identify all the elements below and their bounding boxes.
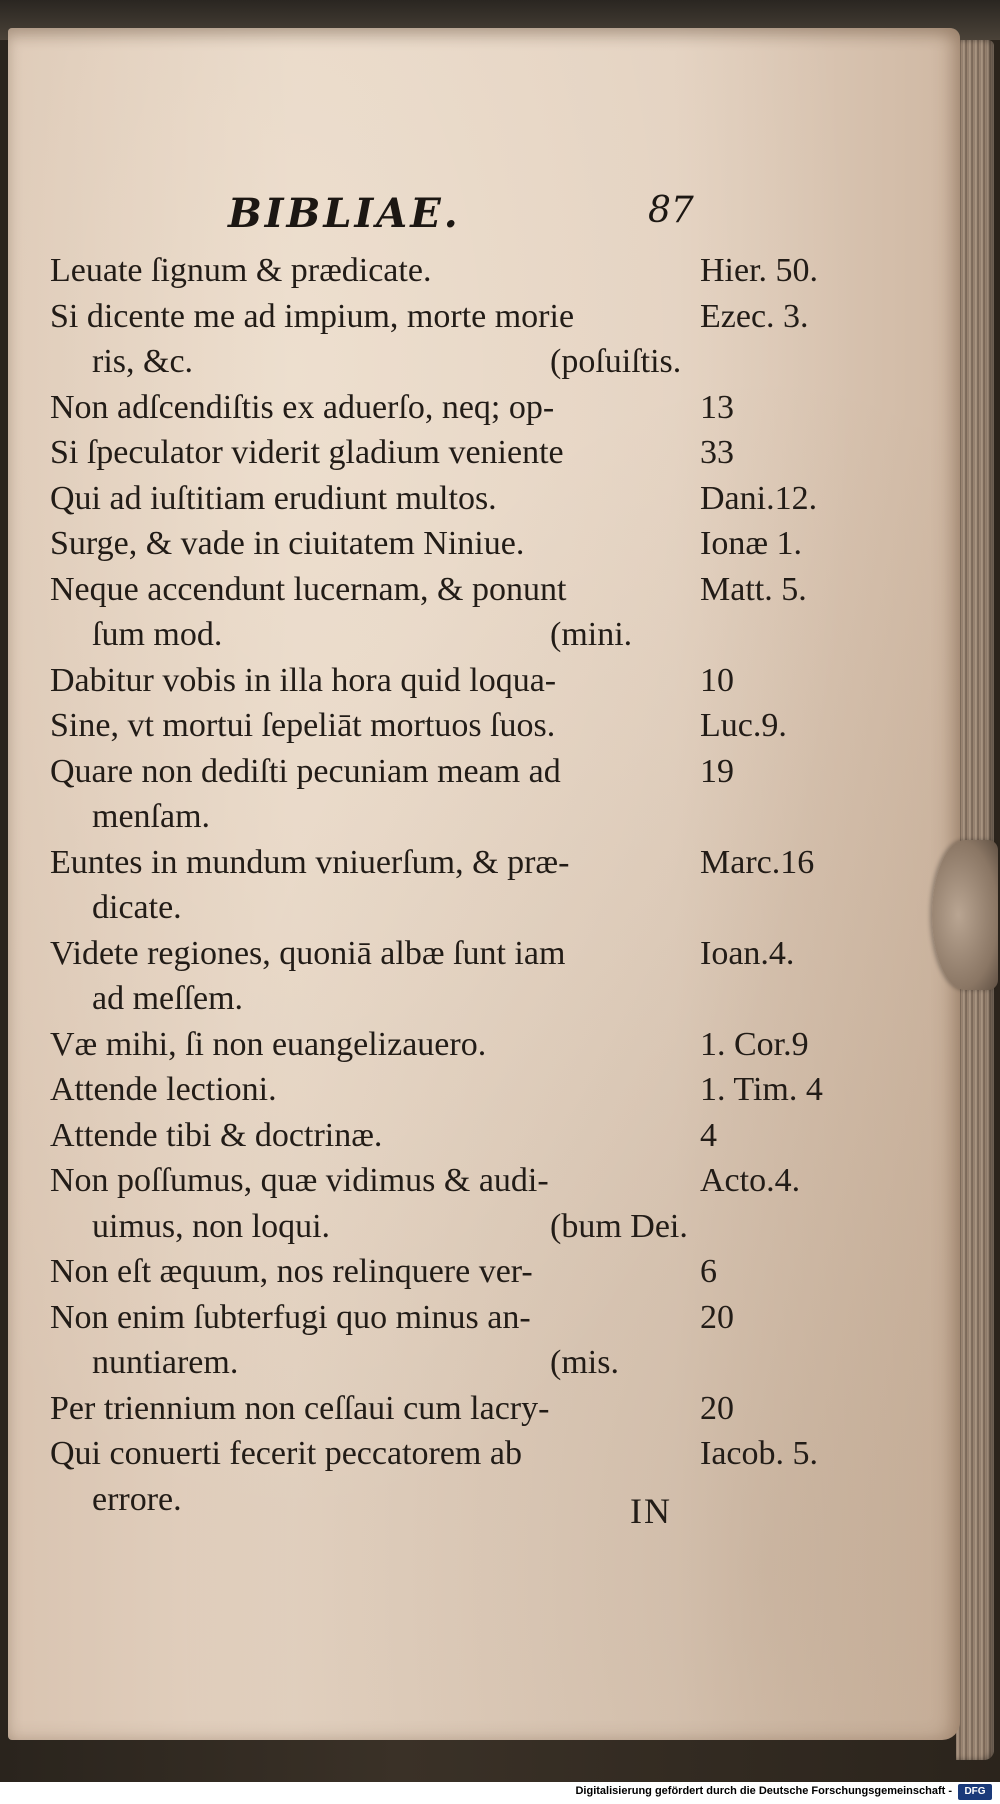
text-line [50,749,870,795]
text-line [50,248,870,294]
line-text: Sine, vt mortui ſepeliāt mortuos ſuos. [50,707,556,744]
text-line [50,1113,870,1159]
scripture-reference: 19 [700,752,734,790]
text-line [50,1431,870,1477]
page-header [228,190,708,242]
text-line [50,1340,870,1386]
scripture-reference: Iacob. 5. [700,1435,819,1472]
line-text: nuntiarem. [92,1344,239,1381]
line-text: Quare non dediſti pecuniam meam ad [50,752,561,790]
line-text: Neque accendunt lucernam, & ponunt [50,570,567,608]
scripture-reference: 33 [700,434,734,471]
dfg-logo: DFG [958,1784,992,1800]
scripture-reference: 20 [700,1389,734,1427]
text-line [50,1022,870,1068]
text-line [50,612,870,658]
line-text: errore. [92,1480,182,1518]
book-clasp [932,840,998,990]
scripture-reference: 13 [700,388,734,426]
scripture-reference: Ionæ 1. [700,525,802,562]
line-text: uimus, non loqui. [92,1207,331,1245]
line-text: menſam. [92,798,211,835]
text-block [50,248,870,1522]
line-text: Si ſpeculator viderit gladium veniente [50,434,564,471]
text-line [50,794,870,840]
line-text: Væ mihi, ſi non euangelizauero. [50,1025,487,1063]
text-line [50,385,870,431]
text-line [50,1067,870,1113]
catchword: IN [630,1491,672,1531]
text-line [50,885,870,931]
text-line [50,658,870,704]
text-line [50,1477,870,1523]
line-text: Attende tibi & doctrinæ. [50,1116,383,1154]
text-line [50,430,870,476]
text-line [50,1295,870,1341]
line-text: Per triennium non ceſſaui cum lacry- [50,1389,550,1427]
line-continuation: (mis. [550,1344,619,1381]
line-text: ad meſſem. [92,980,244,1017]
text-line [50,567,870,613]
line-text: ris, &c. [92,343,194,380]
text-line [50,339,870,385]
text-line [50,703,870,749]
scripture-reference: 1. Cor.9 [700,1025,809,1063]
scripture-reference: 1. Tim. 4 [700,1071,823,1108]
line-text: Attende lectioni. [50,1071,277,1108]
scripture-reference: Marc.16 [700,843,815,881]
line-text: Si dicente me ad impium, morte morie [50,297,575,335]
digitization-credit: Digitalisierung gefördert durch die Deutsche Forschungsgemeinschaft - [575,1785,952,1797]
text-line [50,1386,870,1432]
text-line [50,476,870,522]
line-text: Qui ad iuſtitiam erudiunt multos. [50,479,497,517]
text-line [50,521,870,567]
line-text: ſum mod. [92,616,223,653]
running-title: BIBLIAE. [228,190,461,237]
text-line [50,294,870,340]
line-text: Euntes in mundum vniuerſum, & præ- [50,843,570,881]
line-text: Non adſcendiſtis ex aduerſo, neq; op- [50,388,555,426]
scripture-reference: Ioan.4. [700,934,795,972]
text-line [50,931,870,977]
line-text: Videte regiones, quoniā albæ ſunt iam [50,934,566,972]
scripture-reference: 20 [700,1298,734,1336]
text-line [50,1158,870,1204]
page-number: 87 [648,190,694,231]
line-continuation: (bum Dei. [550,1207,688,1245]
scripture-reference: Luc.9. [700,707,787,744]
line-text: Qui conuerti fecerit peccatorem ab [50,1435,522,1472]
line-continuation: (poſuiſtis. [550,343,682,380]
text-line [50,1204,870,1250]
scripture-reference: Dani.12. [700,479,818,517]
line-text: Non poſſumus, quæ vidimus & audi- [50,1162,549,1199]
line-text: Surge, & vade in ciuitatem Niniue. [50,525,525,562]
scripture-reference: Hier. 50. [700,252,819,289]
line-text: Dabitur vobis in illa hora quid loqua- [50,661,557,699]
scripture-reference: Ezec. 3. [700,297,809,335]
line-text: Leuate ſignum & prædicate. [50,252,432,289]
scripture-reference: 10 [700,661,734,699]
line-text: Non eſt æquum, nos relinquere ver- [50,1253,533,1290]
scripture-reference: Acto.4. [700,1162,801,1199]
text-line [50,976,870,1022]
scripture-reference: Matt. 5. [700,570,807,608]
scripture-reference: 4 [700,1116,717,1154]
line-text: dicate. [92,889,182,926]
text-line [50,840,870,886]
line-text: Non enim ſubterfugi quo minus an- [50,1298,531,1336]
scripture-reference: 6 [700,1253,717,1290]
line-continuation: (mini. [550,616,633,653]
text-line [50,1249,870,1295]
